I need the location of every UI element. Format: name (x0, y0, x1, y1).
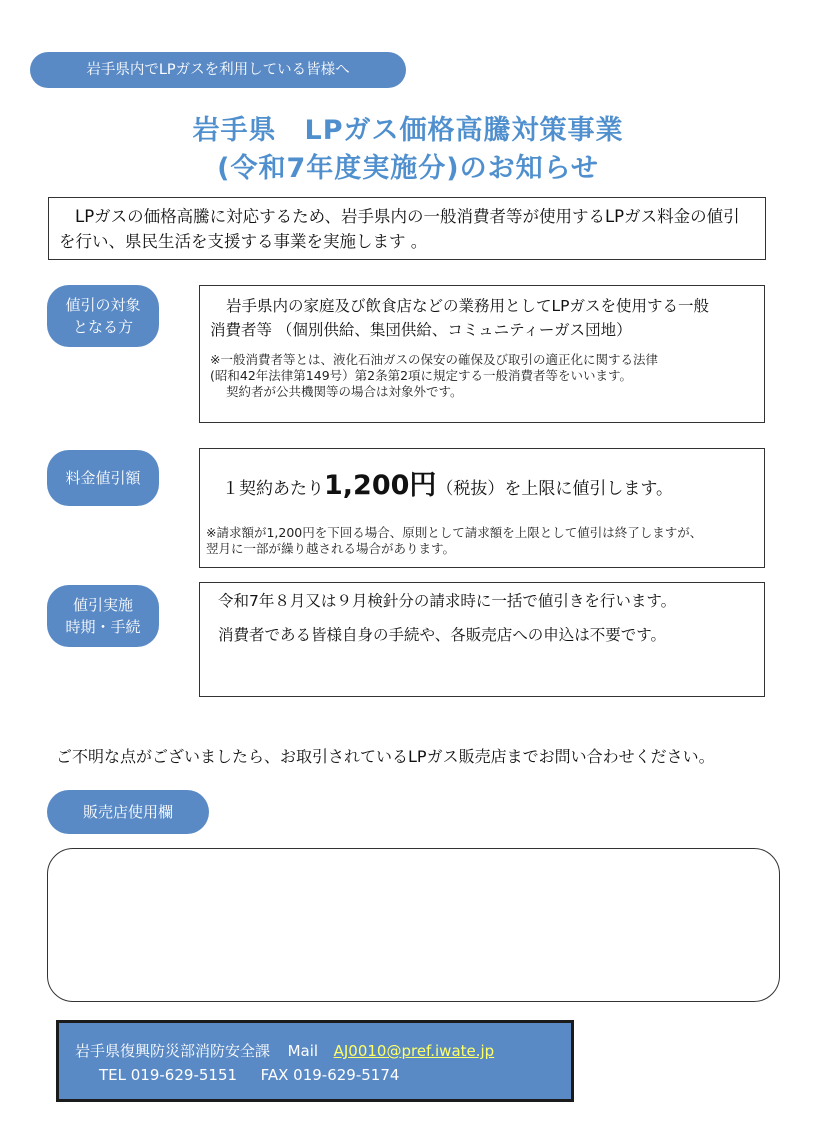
target-main-line1: 岩手県内の家庭及び飲食店などの業務用としてLPガスを使用する一般 (226, 297, 709, 315)
target-main-line2: 消費者等 （個別供給、集団供給、コミュニティーガス団地） (210, 321, 632, 339)
inquiry-text: ご不明な点がございましたら、お取引されているLPガス販売店までお問い合わせください。 (56, 747, 715, 766)
store-use-area (47, 848, 780, 1002)
contact-fax: FAX 019-629-5174 (260, 1066, 400, 1084)
contact-department: 岩手県復興防災部消防安全課 (75, 1042, 271, 1060)
contact-mail-label: Mail (287, 1042, 319, 1060)
target-label (47, 285, 159, 347)
target-note-line3: 契約者が公共機関等の場合は対象外です。 (226, 384, 463, 399)
timing-box (199, 582, 765, 697)
intro-text: LPガスの価格高騰に対応するため、岩手県内の一般消費者等が使用するLPガス料金の値引を行い、県民生活を支援する事業を実施します 。 (59, 207, 740, 251)
contact-email-link[interactable]: AJ0010@pref.iwate.jp (333, 1042, 495, 1060)
timing-label-line2: 時期・手続 (65, 618, 141, 636)
timing-line2: 消費者である皆様自身の手続や、各販売店への申込は不要です。 (218, 626, 666, 644)
contact-line2 (75, 1063, 571, 1087)
discount-note (206, 525, 702, 557)
discount-amount: 1,200円 (324, 470, 437, 501)
store-label (47, 790, 209, 834)
target-note-line2: (昭和42年法律第149号）第2条第2項に規定する一般消費者等をいいます。 (210, 368, 633, 383)
contact-line1 (75, 1039, 571, 1063)
timing-line1: 令和7年８月又は９月検針分の請求時に一括で値引きを行います。 (218, 592, 677, 610)
timing-label-line1: 値引実施 (72, 596, 133, 614)
discount-label-text: 料金値引額 (65, 469, 141, 487)
discount-note-line2: 翌月に一部が繰り越される場合があります。 (206, 541, 456, 556)
discount-note-line1: ※請求額が1,200円を下回る場合、原則として請求額を上限として値引は終了しますが、 (206, 525, 703, 540)
timing-label (47, 585, 159, 647)
discount-prefix: １契約あたり (222, 479, 324, 499)
target-label-line1: 値引の対象 (65, 296, 141, 314)
target-note-line1: ※一般消費者等とは、液化石油ガスの保安の確保及び取引の適正化に関する法律 (210, 352, 658, 367)
discount-label (47, 450, 159, 506)
contact-box (56, 1020, 574, 1102)
discount-suffix: （税抜）を上限に値引します。 (436, 479, 674, 499)
page-subtitle: (令和7年度実施分)のお知らせ (217, 153, 599, 184)
discount-box (199, 448, 765, 568)
store-label-text: 販売店使用欄 (82, 803, 173, 821)
audience-badge (30, 52, 406, 88)
target-label-line2: となる方 (72, 318, 133, 336)
audience-text: 岩手県内でLPガスを利用している皆様へ (86, 62, 350, 78)
page-title: 岩手県 LPガス価格高騰対策事業 (192, 115, 624, 146)
target-box (199, 285, 765, 423)
discount-amount-line (222, 463, 673, 502)
contact-tel: TEL 019-629-5151 (99, 1066, 238, 1084)
intro-box (48, 197, 766, 260)
